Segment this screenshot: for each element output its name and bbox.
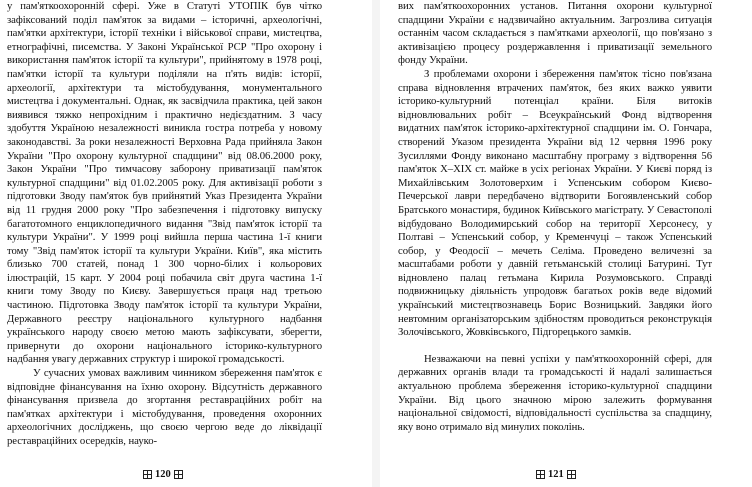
left-page xyxy=(0,0,372,487)
paragraph: У сучасних умовах важливим чинником збереження пам'яток є відповідне фінансування на їхню охорону. Відсутність державного фінансування призвела до згортання реставраційних робіт на пам'ятках архітектури і містобудування, проведення охоронних археологічних досліджень, що своєю чергою веде до ліквідації реставраційних осередків, науко- xyxy=(7,367,322,447)
left-page-text xyxy=(7,0,322,449)
page-number-text: 121 xyxy=(548,469,564,480)
ornament-icon xyxy=(567,470,576,479)
paragraph: у пам'яткоохоронній сфері. Уже в Статуті УТОПІК був чітко зафіксований поділ пам'яток за видами – історичні, археологічні, пам'ятки архітектури, історії техніки і військової справи, мистецтва, етнографічні, писемства. У Законі Української РСР "Про охорону і використання пам'яток історії та культури", прийнятому в 1978 році, пам'ятки історії та культури поділяли на п'ять видів: історії, археології, архітектури та містобудування, монументального мистецтва і документальні. Однак, як засвідчила практика, цей закон виявився тяжко непрохідним і практично недієздатним. З часу здобуття Україною незалежності виникла гостра потреба у новому законодавстві. За роки незалежності Верховна Рада прийняла Закон України "Про охорону культурної спадщини" від 08.06.2000 року, Закон України "Про тимчасову заборону приватизації пам'яток культурної спадщини" від 01.02.2005 року. Для активізації роботи з підготовки Зводу пам'яток був прийнятий Указ Президента України від 11 грудня 2000 року "Про забезпечення і підготовку випуску багатотомного енциклопедичного видання "Звід пам'яток історії та культури України". У 1999 році вийшла перша частина 1-ї книги тому "Звід пам'яток історії та культури України. Київ", яка містить близько 700 статей, понад 1 300 чорно-білих і кольорових ілюстрацій, 15 карт. У 2004 році побачила світ друга частина 1-ї книги тому Зводу по Києву. Завершується праця над третьою частиною. Підготовка Зводу пам'яток історії та культури України, Державного реєстру національного культурного надбання українського народу своєю метою мають зафіксувати, зберегти, привернути до охорони національного історико-культурного надбання увагу державних структур і широкої громадськості. xyxy=(7,0,322,366)
ornament-icon xyxy=(174,470,183,479)
right-page xyxy=(380,0,752,487)
page-number xyxy=(536,469,576,480)
paragraph: З проблемами охорони і збереження пам'яток тісно пов'язана справа відновлення втрачених пам'яток, без яких важко уявити історико-культурний потенціал країни. Біля витоків відновлювальних робіт – Всеукраїнський Фонд відтворення видатних пам'яток історико-архітектурної спадщини ім. О. Гончара, створений Указом президента України від 12 червня 1996 року Зусиллями Фонду виконано масштабну програму з відтворення 56 пам'яток X–XIX ст. майже в усіх регіонах України. У Києві поряд із Михайлівським Золотоверхим і Успенським собором Києво-Печерської лаври передбачено відтворити Богоявленський собор Братського монастиря, будинок Київського магістрату. У Севастополі відбудовано Володимирський собор на території Херсонесу, у Полтаві – Успенський собор, у Кременчуці – також Успенський собор, у Феодосії – мечеть Селіма. Проведено величезні за масштабами роботи у давній гетьманській столиці Батурині. Тут відновлено палац гетьмана Кирила Розумовського. Справді подвижницьку діяльність упродовж багатьох років веде відомий український мистецтвознавець Борис Возницький. Завдяки його невтомним організаторським здібностям проводиться реконструкція Золочівського, Жовківського, Підгорецького замків. xyxy=(398,67,712,339)
paragraph: вих пам'яткоохоронних установ. Питання охорони культурної спадщини України є надзвичайно актуальним. Загрозлива ситуація останнім часом складається з пам'ятками археології, що пов'язано з активізацією процесу роздержавлення і приватизації земельного фонду України. xyxy=(398,0,712,67)
page-number-text: 120 xyxy=(155,469,171,480)
ornament-icon xyxy=(143,470,152,479)
ornament-icon xyxy=(536,470,545,479)
right-page-text xyxy=(398,0,712,434)
book-gutter xyxy=(372,0,380,487)
paragraph: Незважаючи на певні успіхи у пам'яткоохоронній сфері, для державних органів влади та громадськості й надалі залишається актуальною проблема збереження історико-культурної спадщини України. Від цього значною мірою залежить формування національної свідомості, відповідальності суспільства за спадщину, яку воно отримало від минулих поколінь. xyxy=(398,352,712,433)
page-number xyxy=(143,469,183,480)
